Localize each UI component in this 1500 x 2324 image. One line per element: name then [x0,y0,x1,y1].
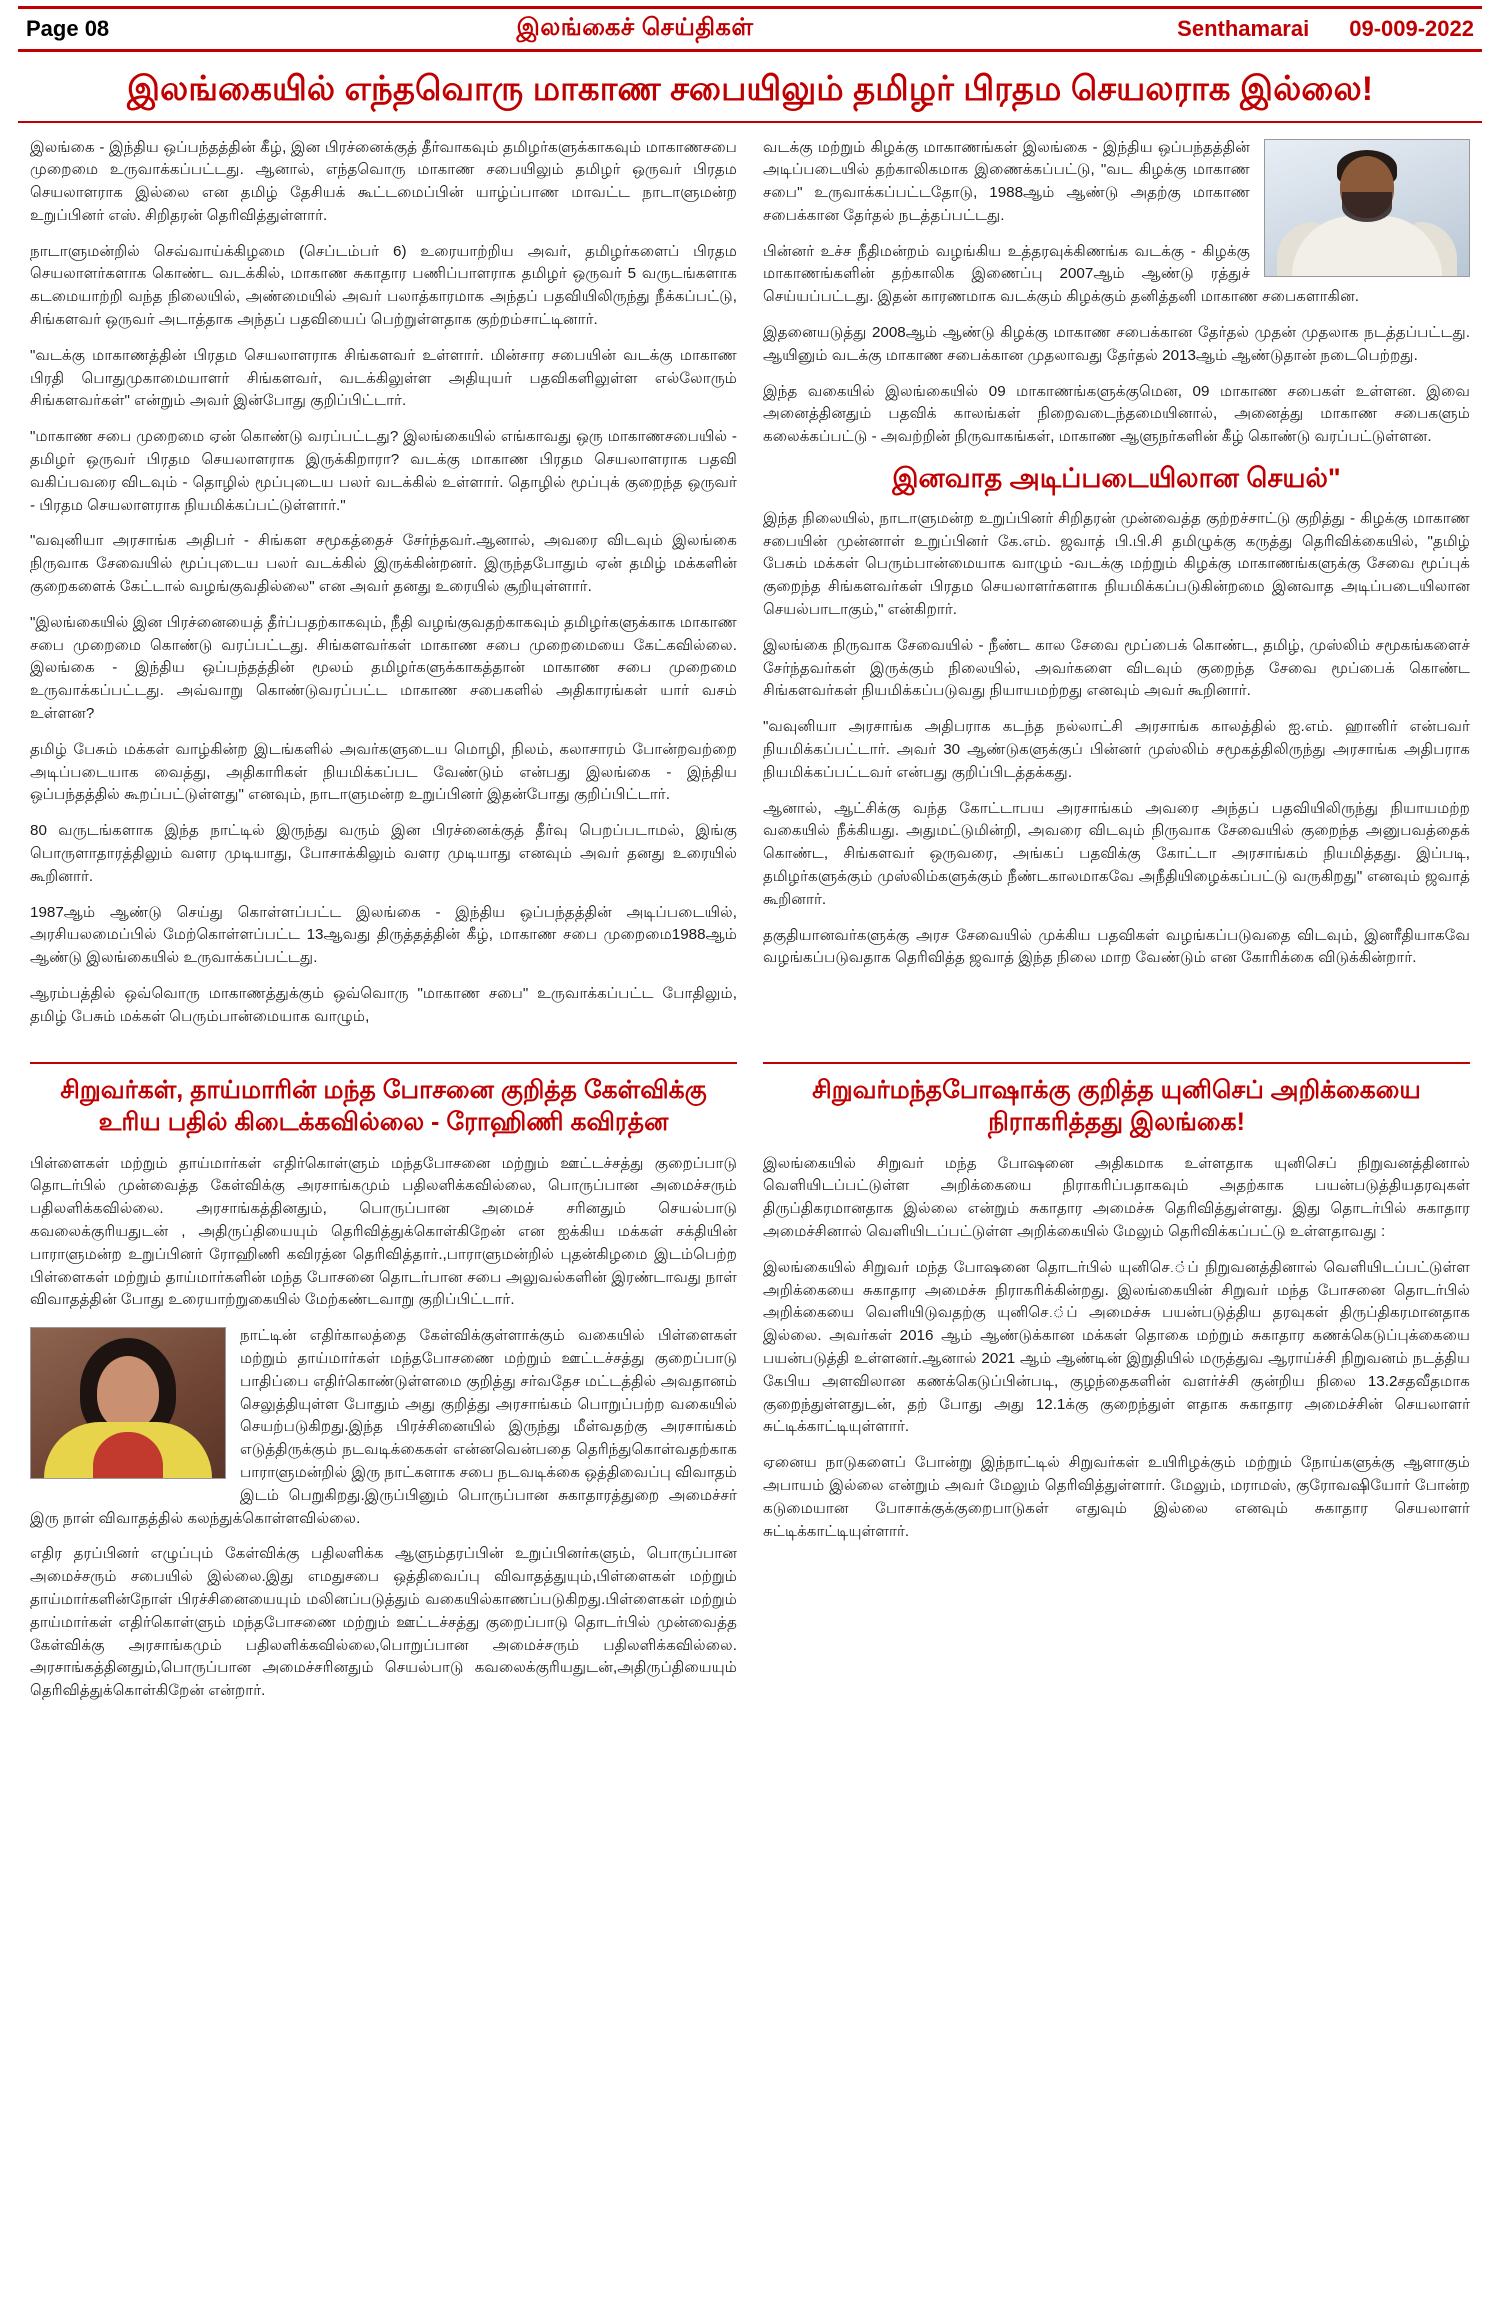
lower-right-article [763,1058,1470,1716]
masthead [18,6,1482,52]
paragraph: இலங்கை நிருவாக சேவையில் - நீண்ட கால சேவை மூப்பைக் கொண்ட, தமிழ், முஸ்லிம் சமூகங்களைச் சேர்ந்தவர்கள் இருக்கும் நிலையில், அவர்களை விடவும் குறைந்த சேவை மூப்பைக் கொண்ட சிங்களவர்கள் நியமிக்கப்படுவது நியாயமற்றது எனவும் அவர் கூறினார். [763,636,1470,700]
paragraph: நாடாளுமன்றில் செவ்வாய்க்கிழமை (செப்டம்பர் 6) உரையாற்றிய அவர், தமிழர்களைப் பிரதம செயலாளர்களாக கொண்ட வடக்கில், மாகாண சுகாதார பணிப்பாளராக தமிழர் ஒருவர் 5 வருடங்களாக கடமையாற்றி வந்த நிலையில், அண்மையில் அவர் பலாத்காரமாக அந்தப் பதவியிலிருந்து நீக்கப்பட்டு, சிங்களவர் ஒருவர் அடாத்தாக அந்தப் பதவியைப் பெற்றுள்ளதாக குற்றம்சாட்டினார். [30,242,737,329]
paragraph: "வவுனியா அரசாங்க அதிபர் - சிங்கள சமூகத்தைச் சேர்ந்தவர்.ஆனால், அவரை விடவும் இலங்கை நிருவாக சேவையில் மூப்புடைய பலர் வடக்கில் இருக்கின்றனர். இருந்தபோதும் ஏன் தமிழ் மக்களின் குறைகளைக் கேட்டால் வழங்குவதில்லை" என அவர் தனது உரையில் சூறியுள்ளார். [30,532,737,596]
paragraph: பின்னர் உச்ச நீதிமன்றம் வழங்கிய உத்தரவுக்கிணங்க வடக்கு - கிழக்கு மாகாணங்களின் தற்காலிக இணைப்பு 2007ஆம் ஆண்டு ரத்துச் செய்யப்பட்டது. இதன் காரணமாக வடக்கும் கிழக்கும் தனித்தனி மாகாண சபைகளாகின. [763,242,1360,306]
woman-portrait-photo [30,1327,226,1479]
paragraph: தகுதியானவர்களுக்கு அரச சேவையில் முக்கிய பதவிகள் வழங்கப்படுவதை விடவும், இனரீதியாகவே வழங்கப்படுவதாக தெரிவித்த ஜவாத் இந்த நிலை மாற வேண்டும் என கோரிக்கை விடுக்கின்றார். [763,926,1470,967]
story-headline-left: சிறுவர்கள், தாய்மாரின் மந்த போசனை குறித்த கேள்விக்கு உரிய பதில் கிடைக்கவில்லை - ரோஹிணி கவிரத்ன [60,1075,707,1137]
paper-name: இலங்கைச் செய்திகள் [516,14,754,41]
publication-date: 09-009-2022 [1349,16,1474,41]
paragraph: பிள்ளைகள் மற்றும் தாய்மார்கள் எதிர்கொள்ளும் மந்தபோசனை மற்றும் ஊட்டச்சத்து குறைப்பாடு தொடர்பில் முன்வைத்த கேள்விக்கு அரசாங்கமும் பதிலளிக்கவில்லை, பொருப்பான அமைச்சரும் பதிலளிக்கவில்லை. அரசாங்கத்தினதும், பொருப்பான அமைச் சரினதும் செயல்பாடு கவலைக்குரியதுடன் , அதிருப்தியையும் தெரிவித்துக்கொள்கிறேன் என ஐக்கிய மக்கள் சக்தியின் பாராளுமன்ற உறுப்பினர் ரோஹிணி கவிரத்ன தெரிவித்தார்.,பாராளுமன்றில் புதன்கிழமை இடம்பெற்ற பிள்ளைகள் மற்றும் தாய்மார்களின் மந்த போசனை தொடர்பான சபை அலுவல்களின் இரண்டாவது நாள் விவாதத்தின் போது உரையாற்றுகையில் மேற்கண்டவாறு குறிப்பிட்டார். [30,1154,737,1309]
paragraph: இதனையடுத்து 2008ஆம் ஆண்டு கிழக்கு மாகாண சபைக்கான தேர்தல் முதன் முதலாக நடத்தப்பட்டது. ஆயினும் வடக்கு மாகாண சபைக்கான முதலாவது தேர்தல் 2013ஆம் ஆண்டுதான் நடைபெற்றது. [763,324,1470,364]
paragraph: 80 வருடங்களாக இந்த நாட்டில் இருந்து வரும் இன பிரச்னைக்குத் தீர்வு பெறப்படாமல், இங்கு பொருளாதாரத்திலும் வளர முடியாது, போசாக்கிலும் வளர முடியாது எனவும் அவர் தனது உரையில் கூறினார். [30,822,737,885]
paragraph: இலங்கை - இந்திய ஒப்பந்தத்தின் கீழ், இன பிரச்னைக்குத் தீர்வாகவும் தமிழர்களுக்காகவும் மாகாணசபை முறைமை உருவாக்கப்பட்டது. ஆனால், எந்தவொரு மாகாண சபையிலும் தமிழர் ஒருவர் பிரதம செயலாளராக இல்லை என தமிழ் தேசியக் கூட்டமைப்பின் யாழ்ப்பாண மாவட்ட நாடாளுமன்ற உறுப்பினர் எஸ். சிறிதரன் தெரிவித்துள்ளார். [30,138,737,224]
paragraph: "மாகாண சபை முறைமை ஏன் கொண்டு வரப்பட்டது? இலங்கையில் எங்காவது ஒரு மாகாணசபையில் - தமிழர் ஒருவர் பிரதம செயலாளராக இருக்கிறாரா? வடக்கு மாகாண பிரதம செயலாளராக பதவி வகிப்பவரை விடவும் - தொழில் மூப்புடைய பலர் வடக்கில் உள்ளார். தொழில் மூப்புக் குறைந்த ஒருவர் - பிரதம செயலாளராக நியமிக்கப்பட்டுள்ளார்." [30,428,737,514]
paragraph: "இலங்கையில் இன பிரச்னையைத் தீர்ப்பதற்காகவும், நீதி வழங்குவதற்காகவும் தமிழர்களுக்காக மாகாண சபை முறைமை கொண்டு வரப்பட்டது. சிங்களவர்கள் மாகாண சபை முறைமையை கேட்கவில்லை. இலங்கை - இந்திய ஒப்பந்தத்தின் மூலம் தமிழர்களுக்காகத்தான் மாகாண சபை முறைமை உருவாக்கப்பட்டது. அவ்வாறு கொண்டுவரப்பட்ட மாகாண சபைகளில் அதிகாரங்கள் யார் வசம் உள்ளன? [30,613,737,723]
paragraph: வடக்கு மற்றும் கிழக்கு மாகாணங்கள் இலங்கை - இந்திய ஒப்பந்தத்தின் அடிப்படையில் தற்காலிகமாக இணைக்கப்பட்டு, "வட கிழக்கு மாகாண சபை" உருவாக்கப்பட்டதோடு, 1988ஆம் ஆண்டு அதற்கு மாகாண சபைக்கான தேர்தல் நடத்தப்பட்டது. [763,138,1250,224]
main-headline: இலங்கையில் எந்தவொரு மாகாண சபையிலும் தமிழர் பிரதம செயலராக இல்லை! [18,52,1482,123]
divider [763,1062,1470,1064]
divider [30,1062,737,1064]
paragraph: "வவுனியா அரசாங்க அதிபராக கடந்த நல்லாட்சி அரசாங்க காலத்தில் ஐ.எம். ஹானிர் என்பவர் நியமிக்கப்பட்டார். அவர் 30 ஆண்டுகளுக்குப் பின்னர் முஸ்லிம் சமூகத்திலிருந்து அரசாங்க அதிபராக நியமிக்கப்பட்டவர் என்பது குறிப்பிடத்தக்கது. [763,718,1470,781]
paragraph: ஆரம்பத்தில் ஒவ்வொரு மாகாணத்துக்கும் ஒவ்வொரு "மாகாண சபை" உருவாக்கப்பட்ட போதிலும், தமிழ் பேசும் மக்கள் பெரும்பான்மையாக வாழும், [30,985,737,1025]
right-column [763,137,1470,1042]
top-article [18,137,1482,1042]
paragraph: இலங்கையில் சிறுவர் மந்த போஷனை அதிகமாக உள்ளதாக யுனிசெப் நிறுவனத்தினால் வெளியிடப்பட்டுள்ள அறிக்கையை நிராகரிப்பதாகவும் அதற்காக பயன்படுத்தியதரவுகள் திருப்திகரமானதாக இல்லை என்றும் சுகாதார அமைச்சு தெரிவித்துள்ளது. இது தொடர்பில் சுகாதார அமைச்சினால் வெளியிடப்பட்டுள்ள அறிக்கையில் மேலும் தெரிவிக்கப்பட்டு உள்ளதாவது : [763,1154,1470,1240]
section-name: Senthamarai [1177,16,1310,41]
paragraph: 1987ஆம் ஆண்டு செய்து கொள்ளப்பட்ட இலங்கை - இந்திய ஒப்பந்தத்தின் அடிப்படையில், அரசியலமைப்பில் மேற்கொள்ளப்பட்ட 13ஆவது திருத்தத்தின் கீழ், மாகாண சபை முறைமை1988ஆம் ஆண்டு இலங்கையில் உருவாக்கப்பட்டது. [30,903,737,967]
sub-headline: இனவாத அடிப்படையிலான செயல்" [892,463,1341,494]
left-column [30,137,737,1042]
paragraph: இந்த வகையில் இலங்கையில் 09 மாகாணங்களுக்குமென, 09 மாகாண சபைகள் உள்ளன. இவை அனைத்தினதும் பதவிக் காலங்கள் நிறைவடைந்தமையினால், அனைத்து மாகாண சபைகளும் கலைக்கப்பட்டு - அவற்றின் நிருவாகங்கள், மாகாண ஆளுநர்களின் கீழ் கொண்டு வரப்பட்டுள்ளன. [763,382,1470,446]
paragraph: தமிழ் பேசும் மக்கள் வாழ்கின்ற இடங்களில் அவர்களுடைய மொழி, நிலம், கலாசாரம் போன்றவற்றை அடிப்படையாக வைத்து, அதிகாரிகள் நியமிக்கப்பட வேண்டும் என்பது இலங்கை - இந்திய ஒப்பந்தத்தில் கூறப்பட்டுள்ளது" எனவும், நாடாளுமன்ற உறுப்பினர் இதன்போது குறிப்பிட்டார். [30,740,737,804]
paragraph: இந்த நிலையில், நாடாளுமன்ற உறுப்பினர் சிறிதரன் முன்வைத்த குற்றச்சாட்டு குறித்து - கிழக்கு மாகாண சபையின் முன்னாள் உறுப்பினர் கே.எம். ஜவாத் பி.பி.சி தமிழுக்கு கருத்து தெரிவிக்கையில், "தமிழ் பேசும் மக்கள் பெரும்பான்மையாக வாழும் -வடக்கு மற்றும் கிழக்கு மாகாணங்களுக்கு சேவை மூப்புக் குறைந்த சிங்களவர்கள் பிரதம செயலாளர்களாக நியமிக்கப்படுகின்றமை இனவாத அடிப்படையிலான செயல்பாடாகும்," என்கிறார். [763,509,1470,618]
story-headline-right: சிறுவர்மந்தபோஷாக்கு குறித்த யுனிசெப் அறிக்கையை நிராகரித்தது இலங்கை! [812,1075,1421,1137]
portrait-illustration [1265,140,1469,276]
paragraph: ஆனால், ஆட்சிக்கு வந்த கோட்டாபய அரசாங்கம் அவரை அந்தப் பதவியிலிருந்து நியாயமற்ற வகையில் நீக்கியது. அதுமட்டுமின்றி, அவரை விடவும் நிருவாக சேவையில் குறைந்த அனுபவத்தைக் கொண்ட, சிங்களவர் ஒருவரை, அங்கப் பதவிக்கு கோட்டா அரசாங்கம் நியமித்தது. இப்படி, தமிழர்களுக்கும் முஸ்லிம்களுக்கும் நீண்டகாலமாகவே அநீதியிழைக்கப்பட்டு வருகிறது" எனவும் ஜவாத் கூறினார். [763,799,1470,908]
lower-articles [18,1058,1482,1716]
lower-left-article [30,1058,737,1716]
paragraph: இலங்கையில் சிறுவர் மந்த போஷனை தொடர்பில் யுனிசெ.்ப் நிறுவனத்தினால் வெளியிடப்பட்டுள்ள அறிக்கையை சுகாதார அமைச்சு நிராகரிக்கின்றது. இலங்கையின் சிறுவர் மந்த போசனை தொடர்பில் அறிக்கையை வெளியிடுவதற்கு யுனிசெ.்ப் அமைச்சு பயன்படுத்திய தரவுகள் திருப்திகரமானதாக இல்லை. அவர்கள் 2016 ஆம் ஆண்டுக்கான மக்கள் தொகை மற்றும் சுகாதார கணக்கெடுப்புக்கையை பயன்படுத்தி உள்ளனர்.ஆனால் 2021 ஆம் ஆண்டின் இறுதியில் மருத்துவ ஆராய்ச்சி நிறுவனம் நடத்திய கேபிய அளவிலான கணக்கெடுப்பின்படி, குழந்தைகளின் வளர்ச்சி குன்றிய நிலை 13.2சதவீதமாக குறைந்துள்ளதுடன், தற் போது அது 12.1க்கு குறைந்துள் ளதாக சுகாதார அமைச்சின் செயலாளர் சுட்டிக்காட்டியுள்ளார். [763,1258,1470,1436]
newspaper-page [0,6,1500,2324]
masthead-right [1044,16,1474,42]
paragraph: எதிர தரப்பினர் எழுப்பும் கேள்விக்கு பதிலளிக்க ஆளும்தரப்பின் உறுப்பினர்களும், பொருப்பான அமைச்சரும் சபையில் இல்லை.இது எமதுசபை ஒத்திவைப்பு விவாதத்துயும்,பிள்ளைகள் மற்றும் தாய்மார்களின்நோள் பிரச்சினையையும் மலினப்படுத்தும் வகையில்காணப்படுகிறது.பிள்ளைகள் மற்றும் தாய்மார்கள் எதிர்கொள்ளும் மந்தபோசணை மற்றும் ஊட்டச்சத்து குறைப்பாடு தொடர்பில் முன்வைத்த கேள்விக்கு அரசாங்கமும் பதிலளிக்கவில்லை,பொறுப்பான அமைச்சரும் பதிலளிக்கவில்லை. அரசாங்கத்தினதும்,பொருப்பான அமைச்சரினதும் செயல்பாடு கவலைக்குரியதுடன்,அதிருப்தியையும் தெரிவித்துக்கொள்கிறேன் என்றார். [30,1545,737,1700]
paragraph: "வடக்கு மாகாணத்தின் பிரதம செயலாளராக சிங்களவர் உள்ளார். மின்சார சபையின் வடக்கு மாகாண பிரதி பொதுமுகாமையாளர் சிங்களவர், வடக்கிலுள்ள அதியுயர் பதவிகளிலுள்ள எல்லோரும் சிங்களவர்கள்" என்றும் அவர் இன்போது குறிப்பிட்டார். [30,346,737,410]
paragraph: நாட்டின் எதிர்காலத்தை கேள்விக்குள்ளாக்கும் வகையில் பிள்ளைகள் மற்றும் தாய்மார்கள் மந்தபோசணை மற்றும் ஊட்டச்சத்து குறைப்பாடு பாதிப்பை எதிர்கொண்டுள்ளமை குறித்து சர்வதேச மட்டத்தில் அவதானம் செலுத்தியுள்ள போதும் அது குறித்து அரசாங்கம் பொறுப்பற்ற வகையில் செயற்படுகிறது.இந்த பிரச்சினையில் இருந்து மீள்வதற்கு அரசாங்கம் எடுத்திருக்கும் நடவடிக்கைகள் என்னவென்பதை தெரிந்துகொள்வதற்காக பாராளுமன்றில் இரு நாட்களாக சபை நடவடிக்கை ஒத்திவைப்பு விவாதம் இடம் பெறுகிறது.இருப்பினும் பொருப்பான சுகாதாரத்துறை அமைச்சர் இரு நாள் விவாதத்தில் கலந்துக்கொள்ளவில்லை. [30,1327,738,1527]
man-portrait-photo [1264,139,1470,277]
page-number: Page 08 [26,16,110,41]
paragraph: ஏனைய நாடுகளைப் போன்று இந்நாட்டில் சிறுவர்கள் உயிரிழக்கும் மற்றும் நோய்களுக்கு ஆளாகும் அபாயம் இல்லை என்றும் அவர் மேலும் தெரிவித்துள்ளார். மேலும், மராமஸ், குரோவஷியோர் போன்ற கடுமையான போசாக்குக்குறைபாடுகள் எதுவும் இல்லை எனவும் சுகாதார செயலாளர் சுட்டிக்காட்டியுள்ளார். [763,1454,1470,1540]
